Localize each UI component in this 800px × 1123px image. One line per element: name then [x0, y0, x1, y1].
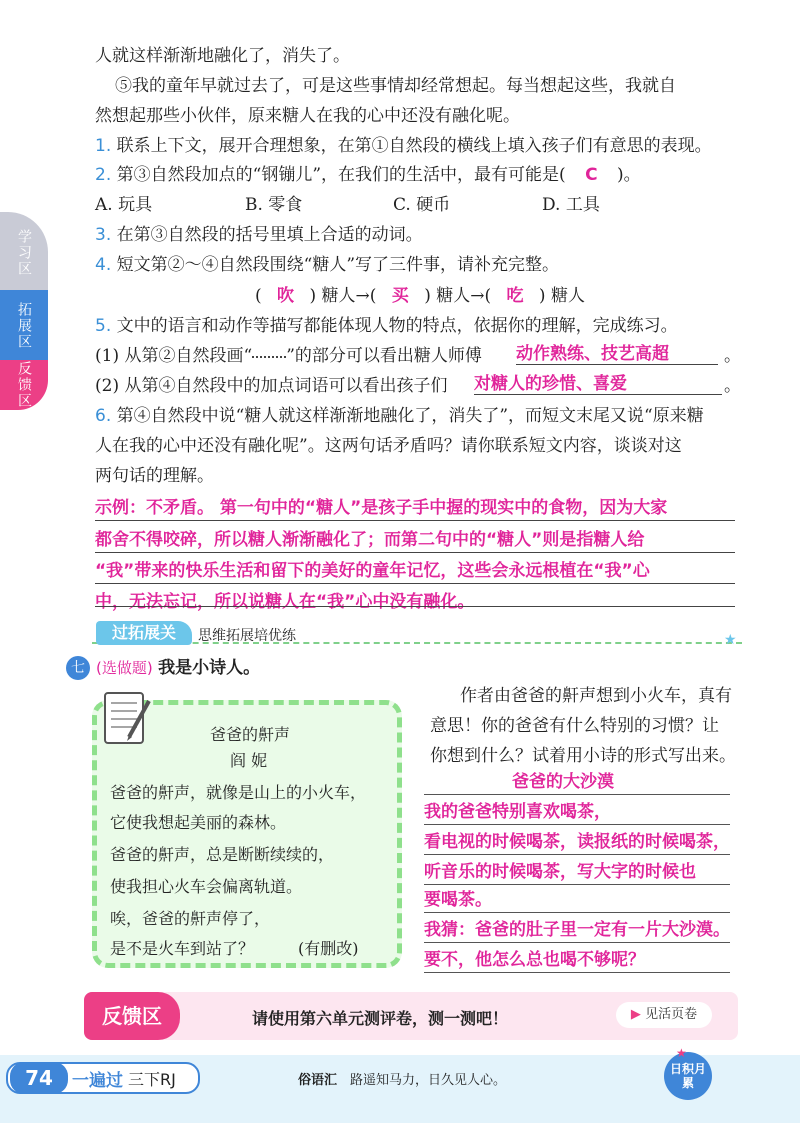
poem-line: 使我担心火车会偏离轨道。 [110, 877, 303, 896]
daily-badge: 日积月累 [664, 1052, 712, 1100]
chain-text: ) 糖人→( [309, 286, 377, 306]
prompt-text: 作者由爸爸的鼾声想到小火车，真有 [460, 686, 732, 706]
answer-choice[interactable]: C [585, 165, 598, 185]
question-4 [95, 255, 559, 275]
poem-note: (有删改) [298, 939, 359, 958]
question-number: 2. [95, 165, 112, 185]
poem-line: 它使我想起美丽的森林。 [110, 813, 287, 832]
question-text: ”的部分可以看出糖人师傅 [286, 346, 482, 366]
question-text: 人在我的心中还没有融化呢”。这两句话矛盾吗？请你联系短文内容，谈谈对这 [95, 436, 682, 456]
answer-line [95, 552, 735, 553]
option-d[interactable]: D. 工具 [542, 195, 600, 215]
question-5-1 [95, 346, 482, 366]
grade-label: 三下RJ [128, 1070, 176, 1089]
passage-line: ⑤我的童年早就过去了，可是这些事情却经常想起。每当想起这些，我就自 [115, 76, 676, 96]
sequence-chain [255, 286, 585, 306]
passage-line: 人就这样渐渐地融化了，消失了。 [95, 46, 350, 66]
question-text: 联系上下文，展开合理想象，在第①自然段的横线上填入孩子们有意思的表现。 [116, 136, 712, 156]
question-number: 5. [95, 316, 112, 336]
star-icon: ★ [676, 1046, 687, 1060]
writing-line [424, 854, 730, 855]
writing-line [424, 972, 730, 973]
poem-line: 爸爸的鼾声，总是断断续续的， [110, 845, 335, 864]
feedback-text: 请使用第六单元测评卷，测一测吧！ [252, 1009, 509, 1028]
wavy-underline [252, 356, 286, 358]
side-tab-extend[interactable] [0, 290, 48, 362]
answer-line [474, 394, 722, 395]
task-title: 我是小诗人。 [158, 658, 261, 678]
prompt-text: 你想到什么？试着用小诗的形式写出来。 [430, 746, 736, 766]
chain-answer-1[interactable]: 吹 [277, 286, 295, 306]
question-number: 3. [95, 225, 112, 245]
task-number-badge: 七 [66, 656, 90, 680]
answer-line [516, 364, 718, 365]
answer-line [95, 606, 735, 607]
poem-author: 阎 妮 [230, 751, 268, 770]
saying-text: 路遥知马力，日久见人心。 [350, 1073, 507, 1088]
star-icon: ★ [724, 632, 737, 648]
side-tab-study-label: 学习区 [16, 229, 32, 277]
student-poem-line[interactable]: 要不，他怎么总也喝不够呢？ [424, 950, 645, 970]
student-poem-line[interactable]: 我的爸爸特别喜欢喝茶， [424, 802, 611, 822]
see-worksheet-button[interactable] [616, 1002, 712, 1028]
answer-6-line[interactable]: 都舍不得咬碎，所以糖人渐渐融化了；而第二句中的“糖人”则是指糖人给 [95, 530, 645, 550]
option-a[interactable]: A. 玩具 [95, 195, 153, 215]
chain-text: ( [255, 286, 262, 306]
writing-line [424, 824, 730, 825]
question-text: 两句话的理解。 [95, 466, 214, 486]
option-b[interactable]: B. 零食 [245, 195, 303, 215]
saying-label: 俗语汇 [298, 1073, 338, 1088]
chain-answer-3[interactable]: 吃 [506, 286, 524, 306]
writing-line [424, 942, 730, 943]
answer-line [95, 520, 735, 521]
question-5-2: (2) 从第④自然段中的加点词语可以看出孩子们 [95, 376, 448, 396]
question-text: 文中的语言和动作等描写都能体现人物的特点，依据你的理解，完成练习。 [116, 316, 678, 336]
poem-title: 爸爸的鼾声 [210, 725, 291, 744]
chain-text: ) 糖人→( [424, 286, 492, 306]
page-number: 74 [10, 1062, 68, 1094]
poem-line: 唉，爸爸的鼾声停了， [110, 909, 271, 928]
writing-line [424, 912, 730, 913]
poem-line: 是不是火车到站了？ [110, 939, 255, 958]
section-badge: 过拓展关 [96, 621, 192, 645]
chain-answer-2[interactable]: 买 [391, 286, 409, 306]
answer-line [95, 583, 735, 584]
question-6 [95, 406, 704, 426]
question-text: 第③自然段加点的“钢镚儿”，在我们的生活中，最有可能是( [116, 165, 566, 185]
writing-line [424, 884, 730, 885]
student-poem-line[interactable]: 看电视的时候喝茶，读报纸的时候喝茶， [424, 832, 730, 852]
see-worksheet-label: 见活页卷 [645, 1007, 698, 1022]
play-icon: ▶ [630, 1007, 641, 1022]
option-c[interactable]: C. 硬币 [393, 195, 451, 215]
brand-logo: 一遍过 [72, 1071, 123, 1091]
student-poem-line[interactable]: 听音乐的时候喝茶，写大字的时候也 [424, 862, 696, 882]
question-text: )。 [616, 165, 641, 185]
answer-5-1[interactable]: 动作熟练、技艺高超 [516, 344, 669, 364]
notebook-icon [101, 687, 157, 753]
punct: 。 [724, 376, 741, 396]
passage-line: 然想起那些小伙伴，原来糖人在我的心中还没有融化呢。 [95, 106, 520, 126]
side-tab-feedback[interactable] [0, 360, 48, 410]
feedback-label: 反馈区 [84, 992, 180, 1040]
answer-6-line[interactable]: 中，无法忘记，所以说糖人在“我”心中没有融化。 [95, 592, 475, 612]
question-number: 4. [95, 255, 112, 275]
question-text: (1) 从第②自然段画“ [95, 346, 253, 366]
side-tab-study[interactable] [0, 212, 48, 294]
section-subtitle: 思维拓展培优练 [198, 628, 296, 644]
question-text: 短文第②～④自然段围绕“糖人”写了三件事，请补充完整。 [116, 255, 560, 275]
prompt-text: 意思！你的爸爸有什么特别的习惯？让 [430, 716, 719, 736]
answer-6-line[interactable]: 示例：不矛盾。 第一句中的“糖人”是孩子手中握的现实中的食物，因为大家 [95, 498, 668, 518]
question-text: 在第③自然段的括号里填上合适的动词。 [116, 225, 423, 245]
question-5 [95, 316, 678, 336]
question-3 [95, 225, 423, 245]
student-poem-title[interactable]: 爸爸的大沙漠 [512, 772, 614, 792]
question-number: 1. [95, 136, 112, 156]
chain-text: ) 糖人 [538, 286, 585, 306]
poem-line: 爸爸的鼾声，就像是山上的小火车， [110, 783, 367, 802]
question-number: 6. [95, 406, 112, 426]
student-poem-line[interactable]: 要喝茶。 [424, 890, 492, 910]
question-2 [95, 165, 641, 185]
question-1 [95, 136, 712, 156]
optional-tag: (选做题) [96, 659, 153, 677]
task-7-header [96, 658, 260, 678]
punct: 。 [724, 346, 741, 366]
student-poem-line[interactable]: 我猜：爸爸的肚子里一定有一片大沙漠。 [424, 920, 730, 940]
side-tab-feedback-label: 反馈区 [16, 361, 32, 409]
side-tab-extend-label: 拓展区 [16, 302, 32, 350]
answer-6-line[interactable]: “我”带来的快乐生活和留下的美好的童年记忆，这些会永远根植在“我”心 [95, 561, 650, 581]
answer-5-2[interactable]: 对糖人的珍惜、喜爱 [474, 374, 627, 394]
question-text: 第④自然段中说“糖人就这样渐渐地融化了，消失了”，而短文末尾又说“原来糖 [116, 406, 704, 426]
writing-line [424, 794, 730, 795]
